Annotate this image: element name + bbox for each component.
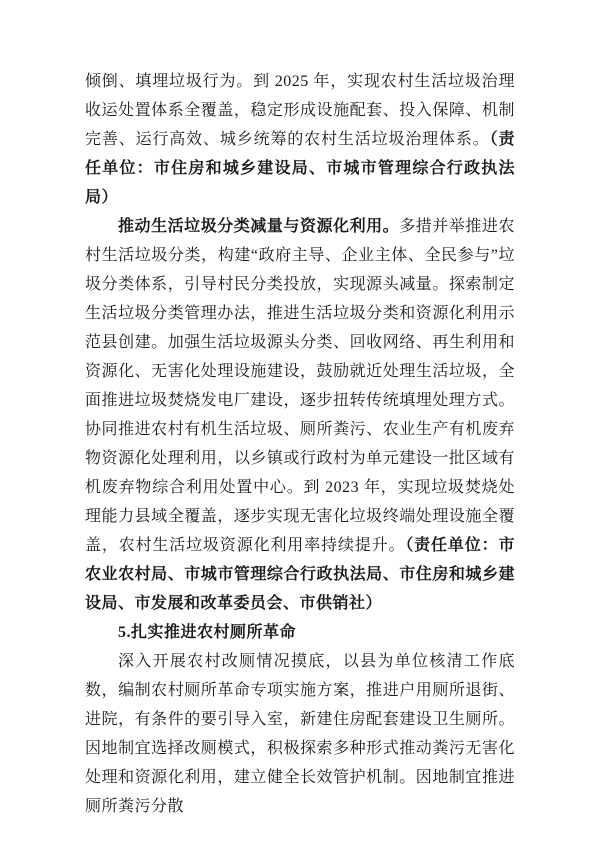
paragraph-waste-treatment-system	[85, 67, 515, 212]
section-heading-toilet-revolution	[85, 618, 515, 647]
responsibility-units-note: （责任单位：市住房和城乡建设局、市城市管理综合行政执法局）	[85, 131, 515, 206]
text-run: 多措并举推进农村生活垃圾分类，构建“政府主导、企业主体、全民参与”垃圾分类体系，引导村民分类投放，实现源头减量。探索制定生活垃圾分类管理办法，推进生活垃圾分类和资源化利用示范县创建。加强生活垃圾源头分类、回收网络、再生利用和资源化、无害化处理设施建设，鼓励就近处理生活垃圾，全面推进垃圾焚烧发电厂建设，逐步扭转传统填埋处理方式。协同推进农村有机生活垃圾、厕所粪污、农业生产有机废弃物资源化处理利用，以乡镇或行政村为单元建设一批区域有机废弃物综合利用处置中心。到 2023 年，实现垃圾焚烧处理能力县域全覆盖，逐步实现无害化垃圾终端处理设施全覆盖，农村生活垃圾资源化利用率持续提升。	[85, 218, 515, 554]
lead-sentence: 推动生活垃圾分类减量与资源化利用。	[118, 218, 400, 235]
paragraph-waste-sorting	[85, 212, 515, 618]
text-run: 深入开展农村改厕情况摸底，以县为单位核清工作底数，编制农村厕所革命专项实施方案，推进户用厕所退街、进院，有条件的要引导入室，新建住房配套建设卫生厕所。因地制宜选择改厕模式，积极探索多种形式推动粪污无害化处理和资源化利用，建立健全长效管护机制。因地制宜推进厕所粪污分散	[85, 653, 515, 815]
heading-text: 5.扎实推进农村厕所革命	[118, 624, 297, 641]
responsibility-units-note: （责任单位：市农业农村局、市城市管理综合行政执法局、市住房和城乡建设局、市发展和改革委员会、市供销社）	[85, 537, 515, 612]
paragraph-toilet-renovation	[85, 647, 515, 821]
text-run: 倾倒、填埋垃圾行为。到 2025 年，实现农村生活垃圾治理收运处置体系全覆盖，稳定形成设施配套、投入保障、机制完善、运行高效、城乡统筹的农村生活垃圾治理体系。	[85, 73, 515, 148]
